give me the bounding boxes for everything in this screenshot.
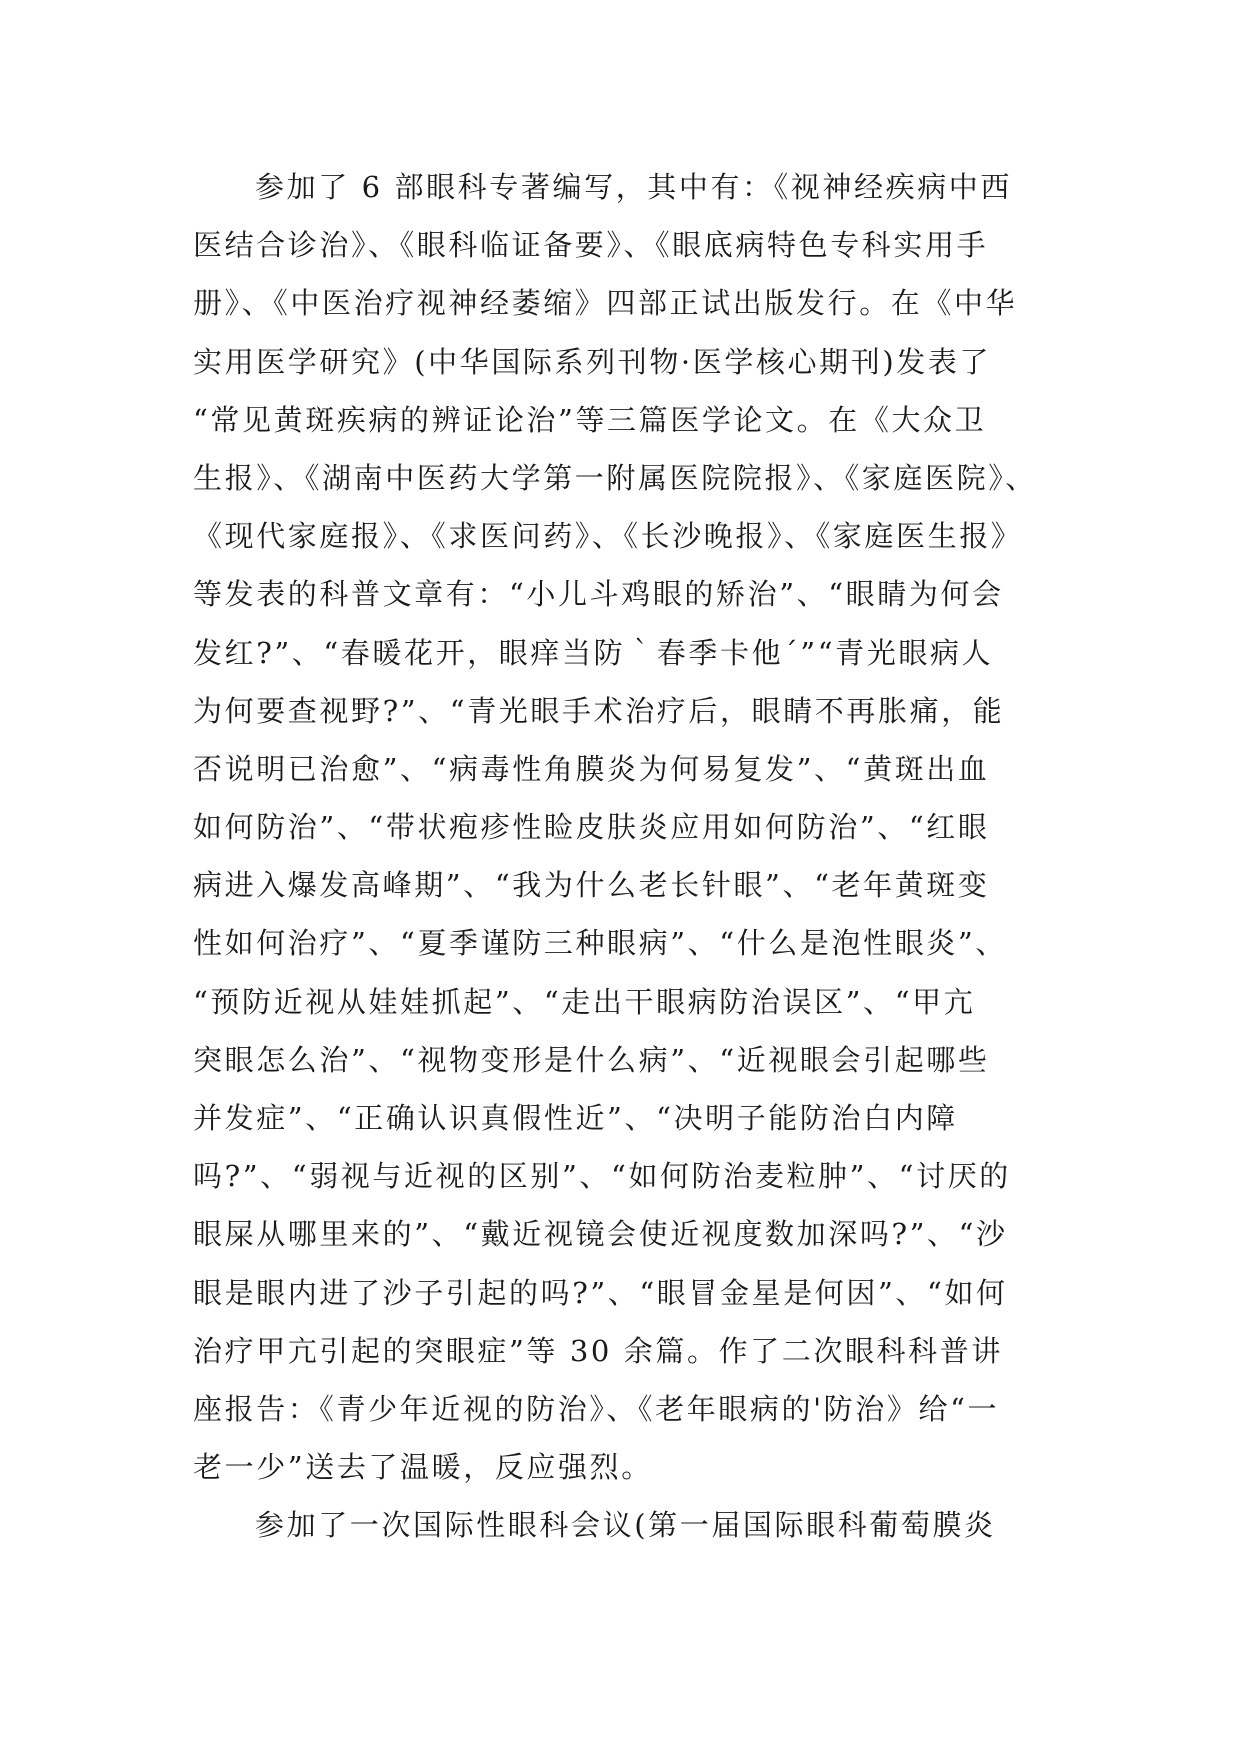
text-line: 参加了一次国际性眼科会议(第一届国际眼科葡萄膜炎	[255, 1508, 996, 1543]
text-line: 座报告：《青少年近视的防治》、《老年眼病的'防治》给“一	[193, 1391, 1000, 1426]
text-line: 医结合诊治》、《眼科临证备要》、《眼底病特色专科实用手	[193, 228, 989, 263]
text-line: 性如何治疗”、“夏季谨防三种眼病”、“什么是泡性眼炎”、	[193, 926, 1007, 961]
text-line: 眼屎从哪里来的”、“戴近视镜会使近视度数加深吗?”、“沙	[193, 1217, 1008, 1252]
text-line: 并发症”、“正确认识真假性近”、“决明子能防治白内障	[193, 1101, 958, 1135]
text-line: 老一少”送去了温暖，反应强烈。	[193, 1450, 653, 1485]
text-line: 册》、《中医治疗视神经萎缩》四部正试出版发行。在《中华	[193, 286, 1018, 321]
text-line: 发红?”、“春暖花开，眼痒当防｀春季卡他´”“青光眼病人	[193, 635, 994, 670]
text-line: 生报》、《湖南中医药大学第一附属医院院报》、《家庭医院》、	[193, 460, 1037, 495]
text-line: 为何要查视野?”、“青光眼手术治疗后，眼睛不再胀痛，能	[193, 693, 1005, 728]
text-line: 否说明已治愈”、“病毒性角膜炎为何易复发”、“黄斑出血	[193, 751, 990, 786]
text-line: 等发表的科普文章有：“小儿斗鸡眼的矫治”、“眼睛为何会	[193, 577, 1004, 612]
text-line: 眼是眼内进了沙子引起的吗?”、“眼冒金星是何因”、“如何	[193, 1275, 1008, 1310]
text-line: 吗?”、“弱视与近视的区别”、“如何防治麦粒肿”、“讨厌的	[193, 1159, 1011, 1194]
body-text	[193, 158, 1093, 1555]
text-line: 参加了 6 部眼科专著编写，其中有：《视神经疾病中西	[255, 170, 1012, 204]
text-line: 突眼怎么治”、“视物变形是什么病”、“近视眼会引起哪些	[193, 1042, 990, 1077]
text-line: “常见黄斑疾病的辨证论治”等三篇医学论文。在《大众卫	[193, 402, 987, 437]
text-line: 实用医学研究》(中华国际系列刊物·医学核心期刊)发表了	[193, 344, 992, 379]
text-line: 如何防治”、“带状疱疹性睑皮肤炎应用如何防治”、“红眼	[193, 810, 990, 845]
text-line: 治疗甲亢引起的突眼症”等 30 余篇。作了二次眼科科普讲	[193, 1333, 1003, 1368]
text-line: 《现代家庭报》、《求医问药》、《长沙晚报》、《家庭医生报》	[193, 519, 1023, 554]
text-line: 病进入爆发高峰期”、“我为什么老长针眼”、“老年黄斑变	[193, 868, 990, 903]
text-line: “预防近视从娃娃抓起”、“走出干眼病防治误区”、“甲亢	[193, 984, 976, 1019]
